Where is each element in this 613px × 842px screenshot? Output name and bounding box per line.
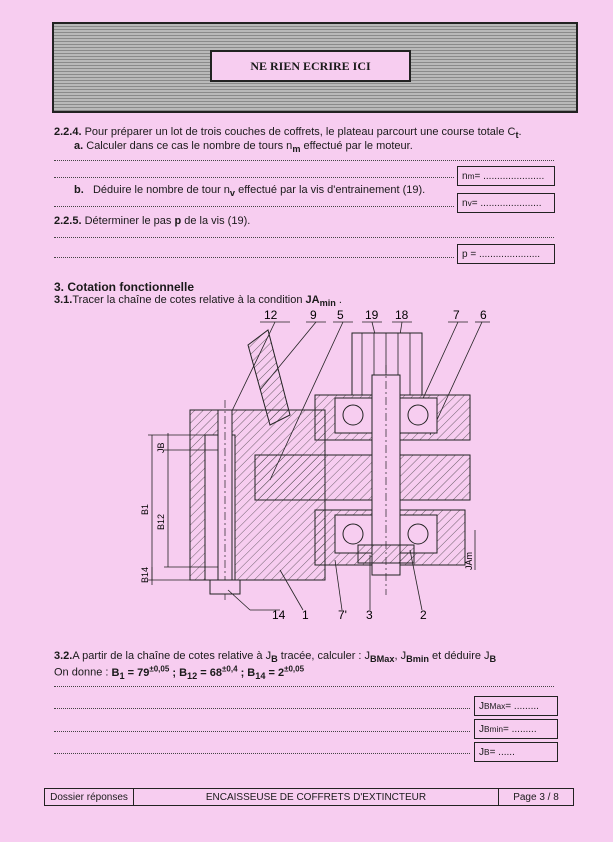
b14-symbol: ; B <box>237 666 256 679</box>
tolerance: ±0,4 <box>222 664 238 673</box>
subscript: 1 <box>119 670 125 681</box>
question-number: 3.2. <box>54 650 73 662</box>
question-text-tail: de la vis (19). <box>181 215 251 227</box>
part-label-7prime: 7' <box>338 608 347 622</box>
item-text-tail: effectué par le moteur. <box>300 140 413 152</box>
part-label-19: 19 <box>365 308 379 322</box>
item-label: a. <box>74 140 84 152</box>
subscript: t <box>515 130 519 141</box>
box-label: p = ...................... <box>462 248 541 260</box>
item-label: b. <box>74 184 84 196</box>
part-label-14: 14 <box>272 608 286 622</box>
question-text: A partir de la chaîne de cotes relative à J <box>72 650 272 662</box>
subscript: Bmin <box>484 724 503 734</box>
question-number: 2.2.5. <box>54 215 82 227</box>
b12-symbol: ; B <box>169 666 188 679</box>
answer-box-nv[interactable] <box>457 193 555 213</box>
subscript: B <box>489 654 497 665</box>
item-text-tail: effectué par la vis d'entrainement (19). <box>235 184 426 196</box>
question-2-2-4-b <box>74 184 425 198</box>
question-2-2-4-a <box>74 140 413 154</box>
part-label-9: 9 <box>310 308 317 322</box>
part-label-6: 6 <box>480 308 487 322</box>
footer-center: ENCAISSEUSE DE COFFRETS D'EXTINCTEUR <box>134 789 499 805</box>
answer-box-p[interactable] <box>457 244 555 264</box>
question-2-2-4: 2.2.4. Pour préparer un lot de trois couches de coffrets, le plateau parcourt une course totale $C_t$. <box>54 126 522 141</box>
box-placeholder: = ......... <box>505 700 539 712</box>
question-text: tracée, calculer : J <box>277 650 371 662</box>
dim-B12: B12 <box>156 513 166 530</box>
answer-line[interactable] <box>54 177 454 178</box>
symbol-p: p <box>174 215 182 227</box>
part-label-1: 1 <box>302 608 309 622</box>
answer-line[interactable] <box>54 160 554 161</box>
box-label: J <box>479 700 484 712</box>
question-text: Tracer la chaîne de cotes relative à la condition <box>72 294 306 306</box>
answer-line[interactable] <box>54 206 454 207</box>
subscript: B <box>271 654 278 665</box>
tolerance: ±0,05 <box>149 664 170 673</box>
answer-line[interactable] <box>54 257 454 258</box>
subscript: m <box>292 144 301 155</box>
condition: JA <box>305 294 320 306</box>
b1-value: = 79 <box>124 666 150 679</box>
part-label-3: 3 <box>366 608 373 622</box>
punctuation: . <box>335 294 342 306</box>
box-placeholder: = ...................... <box>471 197 542 209</box>
answer-line[interactable] <box>54 708 470 709</box>
assembly-drawing <box>130 305 490 625</box>
subscript: v <box>229 188 236 199</box>
part-label-18: 18 <box>395 308 409 322</box>
subscript: v <box>467 198 472 208</box>
subscript: BMax <box>370 654 395 665</box>
dim-B1: B1 <box>140 503 150 515</box>
section-title: 3. Cotation fonctionnelle <box>54 280 194 294</box>
b12-value: = 68 <box>197 666 222 679</box>
box-placeholder: = ......... <box>502 723 537 735</box>
box-placeholder: = ...... <box>489 746 515 758</box>
given-label: On donne : <box>54 666 112 679</box>
box-label: n <box>462 170 468 182</box>
b14-value: = 2 <box>265 666 285 679</box>
page-footer <box>44 788 574 806</box>
question-number: 2.2.4. <box>54 126 82 138</box>
dim-B14: B14 <box>140 566 150 583</box>
footer-page-number: Page 3 / 8 <box>513 791 559 803</box>
tolerance: ±0,05 <box>284 664 305 673</box>
answer-box-jb[interactable] <box>474 742 558 762</box>
answer-box-nm[interactable] <box>457 166 555 186</box>
box-placeholder: = ...................... <box>474 170 545 182</box>
answer-box-jbmin[interactable] <box>474 719 558 739</box>
answer-line[interactable] <box>54 686 554 687</box>
question-text: , J <box>394 650 407 662</box>
subscript: min <box>319 298 336 309</box>
question-text: et déduire J <box>429 650 490 662</box>
part-label-12: 12 <box>264 308 278 322</box>
item-text: Calculer dans ce cas le nombre de tours n <box>86 140 293 152</box>
box-label: n <box>462 197 468 209</box>
dim-JB: JB <box>156 442 166 453</box>
subscript: 14 <box>255 670 266 681</box>
answer-line[interactable] <box>54 731 470 732</box>
question-3-2 <box>54 650 496 664</box>
part-label-7: 7 <box>453 308 460 322</box>
part-label-2: 2 <box>420 608 427 622</box>
subscript: Bmin <box>406 654 429 665</box>
answer-line[interactable] <box>54 753 470 754</box>
subscript: B <box>484 747 490 757</box>
box-label: J <box>479 723 484 735</box>
dim-JAm: JAm <box>464 552 474 570</box>
subscript: m <box>467 171 475 181</box>
subscript: 12 <box>187 670 198 681</box>
question-text: Pour préparer un lot de trois couches de coffrets, le plateau parcourt une course totale C <box>84 126 516 138</box>
banner-label: NE RIEN ECRIRE ICI <box>210 50 411 82</box>
item-text: Déduire le nombre de tour n <box>92 184 230 196</box>
subscript: BMax <box>484 701 506 711</box>
answer-box-jbmax[interactable] <box>474 696 558 716</box>
footer-left: Dossier réponses <box>45 789 134 805</box>
question-number: 3.1. <box>54 294 73 306</box>
given-values <box>54 664 304 681</box>
part-label-5: 5 <box>337 308 344 322</box>
question-2-2-5 <box>54 215 250 227</box>
b1-symbol: B <box>111 666 120 679</box>
box-label: J <box>479 746 484 758</box>
question-text: Déterminer le pas <box>84 215 175 227</box>
answer-line[interactable] <box>54 237 554 238</box>
